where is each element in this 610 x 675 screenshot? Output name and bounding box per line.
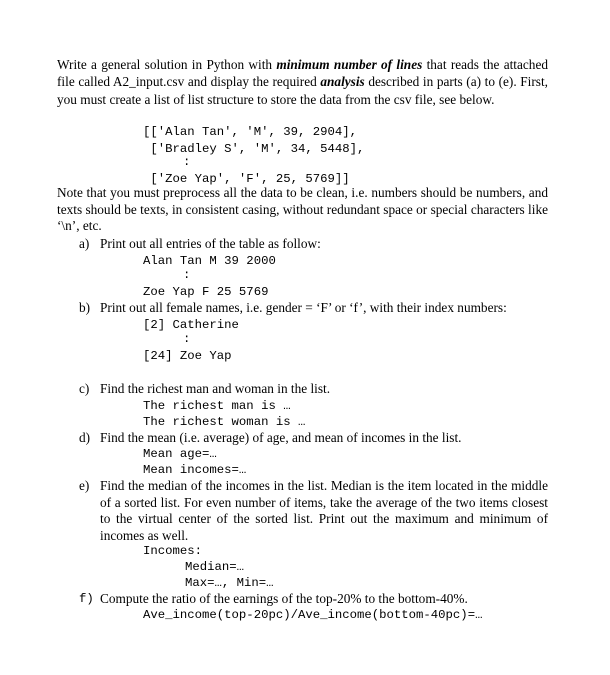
part-b-code-1: [2] Catherine: [143, 318, 239, 332]
part-c-code-1: The richest man is …: [143, 399, 291, 413]
list-example-line-2: ['Bradley S', 'M', 34, 5448],: [143, 142, 365, 156]
part-e-code-2: Median=…: [185, 560, 245, 574]
part-b-label: b): [79, 300, 91, 315]
part-d-code-1: Mean age=…: [143, 447, 217, 461]
part-a-code-2: Zoe Yap F 25 5769: [143, 285, 269, 299]
list-example-line-3: ['Zoe Yap', 'F', 25, 5769]]: [143, 172, 350, 186]
part-e-code-1: Incomes:: [143, 544, 203, 558]
part-d-text: Find the mean (i.e. average) of age, and mean of incomes in the list.: [100, 430, 462, 445]
part-e-code-3: Max=…, Min=…: [185, 576, 274, 590]
part-f-code-1: Ave_income(top-20pc)/Ave_income(bottom-40pc)=…: [143, 608, 483, 622]
intro-text-1: Write a general solution in Python with: [57, 57, 277, 72]
intro-paragraph: [57, 56, 548, 108]
preprocess-note: Note that you must preprocess all the data to be clean, i.e. numbers should be numbers, and texts should be texts, in consistent casing, without redundant space or special characters like ‘\n’, etc.: [57, 185, 548, 234]
intro-text-3: described in parts (a) to (e). First, you must create a list of list structure to store the data from the csv file, see below.: [57, 74, 548, 107]
part-d-label: d): [79, 430, 91, 445]
part-b-code-2: [24] Zoe Yap: [143, 349, 232, 363]
part-b-text: Print out all female names, i.e. gender = ‘F’ or ‘f’, with their index numbers:: [100, 300, 507, 315]
part-c-code-2: The richest woman is …: [143, 415, 306, 429]
intro-emphasis-min-lines: minimum number of lines: [276, 57, 423, 72]
intro-text-2: that reads the attached file called A2_input.csv and display the required: [57, 57, 549, 90]
list-example-line-1: [['Alan Tan', 'M', 39, 2904],: [143, 125, 358, 139]
list-example-ellipsis: :: [183, 155, 191, 169]
part-a-ellipsis: :: [183, 268, 191, 282]
part-f-label: f): [79, 592, 94, 606]
part-a-text: Print out all entries of the table as follow:: [100, 236, 321, 251]
part-e-label: e): [79, 478, 90, 493]
part-f-text: Compute the ratio of the earnings of the top-20% to the bottom-40%.: [100, 591, 468, 606]
part-c-label: c): [79, 381, 90, 396]
intro-emphasis-analysis: analysis: [320, 74, 365, 90]
part-b-ellipsis: :: [183, 332, 191, 346]
part-e-text: Find the median of the incomes in the list. Median is the item located in the middle of a sorted list. For even number of items, take the average of the two items closest to the virtual center of the sorted list. Print out the maximum and minimum of incomes as well.: [100, 478, 548, 543]
part-a-code-1: Alan Tan M 39 2000: [143, 254, 276, 268]
part-d-code-2: Mean incomes=…: [143, 463, 247, 477]
part-c-text: Find the richest man and woman in the list.: [100, 381, 331, 396]
part-a-label: a): [79, 236, 90, 251]
